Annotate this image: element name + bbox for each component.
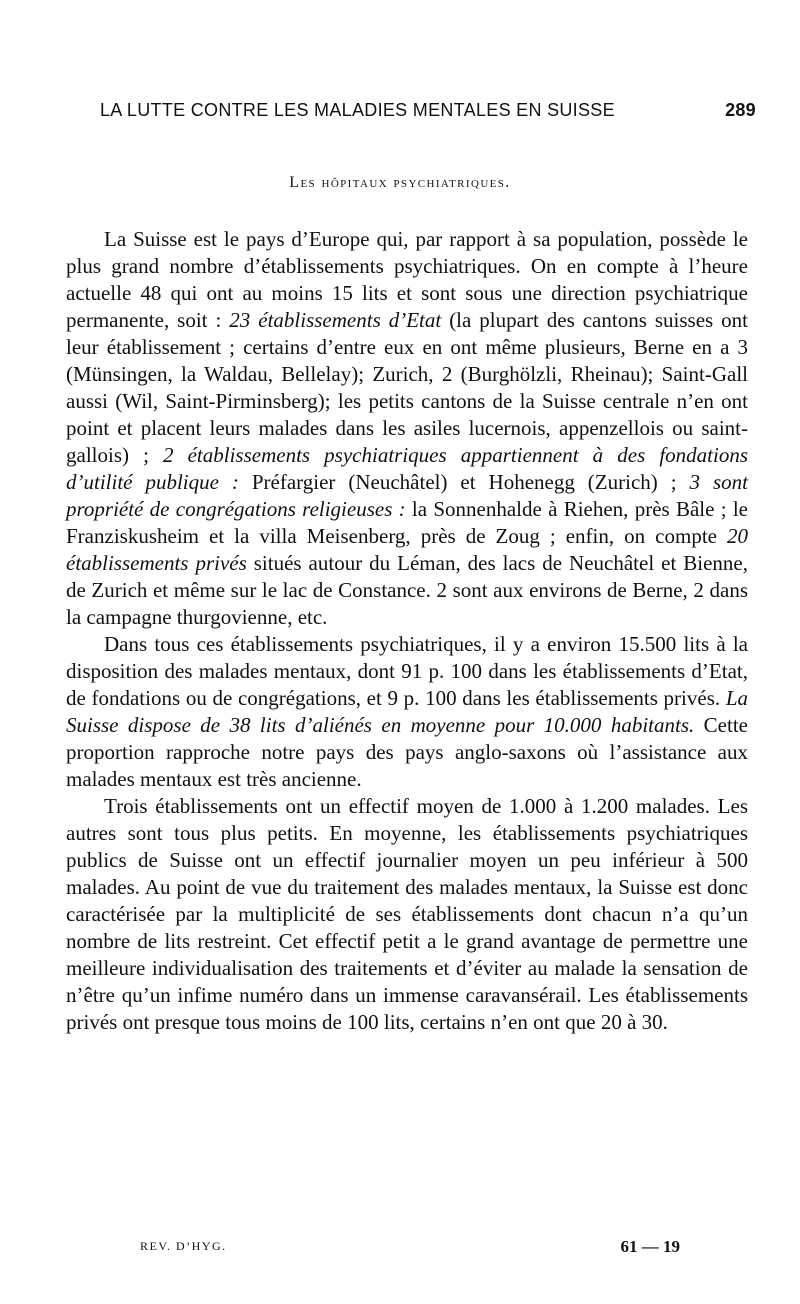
paragraph (66, 793, 748, 1036)
page-number: 289 (725, 100, 756, 120)
section-heading: Les hôpitaux psychiatriques. (289, 174, 511, 191)
running-head (100, 100, 756, 128)
text-run: (la plupart des cantons suisses ont leur établissement ; certains d’entre eux en ont même plusieurs, Berne en a 3 (Münsingen, la Waldau, Bellelay); Zurich, 2 (Burghölzli, Rheinau); Saint-Gall aussi (Wil, Saint-Pirminsberg); les petits cantons de la Suisse centrale n’en ont point et placent leurs malades dans les asiles lucernois, appenzellois ou saint-gallois) ; (66, 308, 749, 467)
journal-abbreviation: REV. D’HYG. (140, 1239, 227, 1253)
italic-run: 23 établissements d’Etat (229, 308, 442, 332)
text-run: la Sonnenhalde à Riehen, près Bâle ; le Franziskusheim et la villa Meisenberg, près de Zoug ; enfin, on compte (66, 497, 748, 548)
running-head-title: LA LUTTE CONTRE LES MALADIES MENTALES EN SUISSE (100, 100, 615, 120)
italic-run: 3 sont propriété de congrégations religieuses : (66, 470, 748, 521)
paragraph (66, 226, 748, 631)
italic-run: La Suisse dispose de 38 lits d’aliénés en moyenne pour 10.000 habitants. (66, 686, 748, 737)
page-footer (140, 1237, 680, 1259)
text-run: La Suisse est le pays d’Europe qui, par rapport à sa population, possède le plus grand nombre d’établissements psychiatriques. On en compte à l’heure actuelle 48 qui ont au moins 15 lits et sont sous une direction psychiatrique permanente, soit : (66, 227, 748, 332)
paragraph (66, 631, 748, 793)
text-run: Préfargier (Neuchâtel) et Hohenegg (Zurich) ; (238, 470, 690, 494)
italic-run: 2 établissements psychiatriques appartiennent à des fondations d’utilité publique : (66, 443, 749, 494)
text-run: Dans tous ces établissements psychiatriques, il y a environ 15.500 lits à la disposition des malades mentaux, dont 91 p. 100 dans les établissements d’Etat, de fondations ou de congrégations, et 9 p. 100 dans les établissements privés. (66, 632, 748, 710)
body-text (66, 226, 748, 1036)
signature-mark: 61 — 19 (620, 1237, 680, 1256)
italic-run: 20 établissements privés (66, 524, 748, 575)
text-run: Trois établissements ont un effectif moyen de 1.000 à 1.200 malades. Les autres sont tous plus petits. En moyenne, les établissements psychiatriques publics de Suisse ont un effectif journalier moyen un peu inférieur à 500 malades. Au point de vue du traitement des malades mentaux, la Suisse est donc caractérisée par la multiplicité de ses établissements dont chacun n’a qu’un nombre de lits restreint. Cet effectif petit a le grand avantage de permettre une meilleure individualisation des traitements et d’éviter au malade la sensation de n’être qu’un infime numéro dans un immense caravansérail. Les établissements privés ont presque tous moins de 100 lits, certains n’en ont que 20 à 30. (66, 794, 748, 1034)
text-run: situés autour du Léman, des lacs de Neuchâtel et Bienne, de Zurich et même sur le lac de Constance. 2 sont aux environs de Berne, 2 dans la campagne thurgovienne, etc. (66, 551, 748, 629)
text-run: Cette proportion rapproche notre pays des pays anglo-saxons où l’assistance aux malades mentaux est très ancienne. (66, 713, 748, 791)
